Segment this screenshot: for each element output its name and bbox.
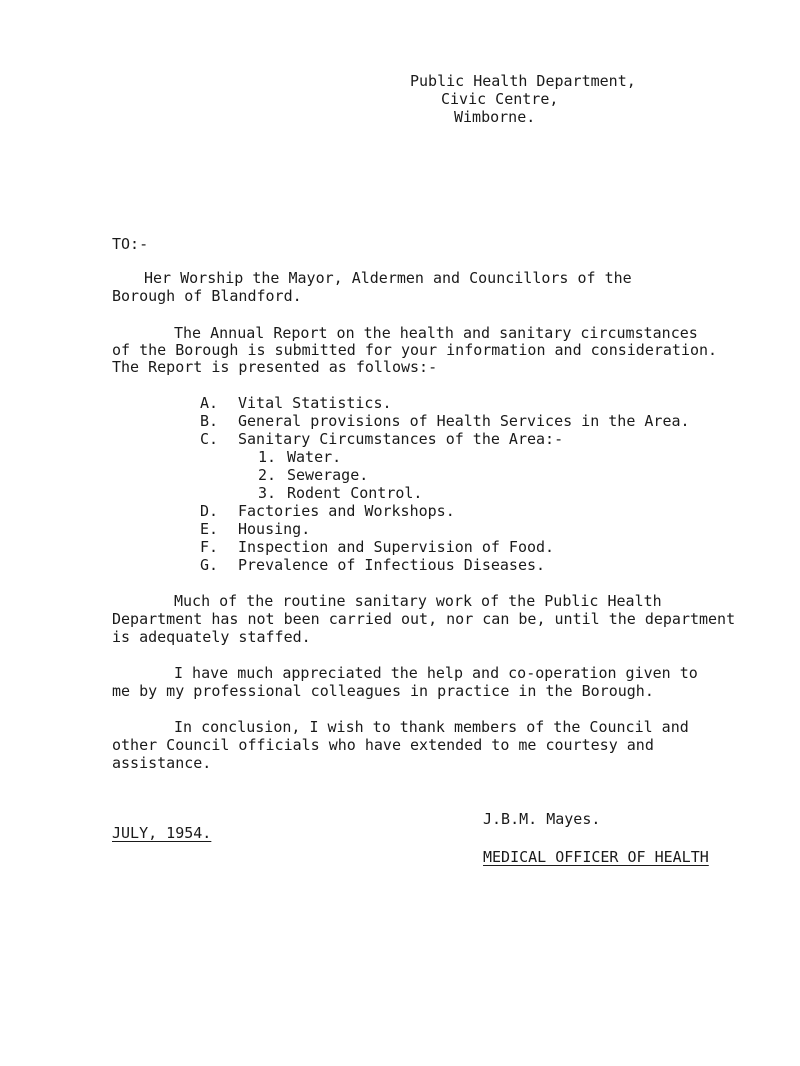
subitem-number: 1. bbox=[258, 448, 277, 466]
recipient-line-1: Her Worship the Mayor, Aldermen and Councillors of the bbox=[144, 269, 632, 287]
item-letter: G. bbox=[200, 556, 219, 574]
address-line-2: Civic Centre, bbox=[441, 90, 559, 108]
signature-title: MEDICAL OFFICER OF HEALTH bbox=[483, 848, 709, 866]
address-line-3: Wimborne. bbox=[454, 108, 536, 126]
item-text: Factories and Workshops. bbox=[238, 502, 455, 520]
item-letter: C. bbox=[200, 430, 219, 448]
intro-line-1: The Annual Report on the health and sanitary circumstances bbox=[174, 324, 698, 342]
item-text: Sanitary Circumstances of the Area:- bbox=[238, 430, 564, 448]
report-date: JULY, 1954. bbox=[112, 824, 212, 842]
signature-name: J.B.M. Mayes. bbox=[483, 810, 601, 828]
intro-line-2: of the Borough is submitted for your information and consideration. bbox=[112, 341, 718, 359]
item-text: Prevalence of Infectious Diseases. bbox=[238, 556, 546, 574]
item-text: Inspection and Supervision of Food. bbox=[238, 538, 555, 556]
to-label: TO:- bbox=[112, 235, 149, 253]
subitem-text: Rodent Control. bbox=[287, 484, 423, 502]
intro-line-3: The Report is presented as follows:- bbox=[112, 358, 438, 376]
subitem-text: Water. bbox=[287, 448, 342, 466]
address-line-1: Public Health Department, bbox=[410, 72, 636, 90]
item-text: General provisions of Health Services in the Area. bbox=[238, 412, 690, 430]
paragraph-3-line-3: assistance. bbox=[112, 754, 212, 772]
item-letter: B. bbox=[200, 412, 219, 430]
paragraph-3-line-1: In conclusion, I wish to thank members of the Council and bbox=[174, 718, 689, 736]
paragraph-1-line-2: Department has not been carried out, nor can be, until the department bbox=[112, 610, 736, 628]
item-text: Housing. bbox=[238, 520, 311, 538]
paragraph-3-line-2: other Council officials who have extended to me courtesy and bbox=[112, 736, 654, 754]
subitem-number: 2. bbox=[258, 466, 277, 484]
paragraph-1-line-3: is adequately staffed. bbox=[112, 628, 311, 646]
item-text: Vital Statistics. bbox=[238, 394, 392, 412]
paragraph-2-line-2: me by my professional colleagues in practice in the Borough. bbox=[112, 682, 654, 700]
item-letter: F. bbox=[200, 538, 219, 556]
paragraph-2-line-1: I have much appreciated the help and co-operation given to bbox=[174, 664, 698, 682]
paragraph-1-line-1: Much of the routine sanitary work of the Public Health bbox=[174, 592, 662, 610]
subitem-number: 3. bbox=[258, 484, 277, 502]
recipient-line-2: Borough of Blandford. bbox=[112, 287, 302, 305]
item-letter: A. bbox=[200, 394, 219, 412]
item-letter: E. bbox=[200, 520, 219, 538]
item-letter: D. bbox=[200, 502, 219, 520]
subitem-text: Sewerage. bbox=[287, 466, 369, 484]
